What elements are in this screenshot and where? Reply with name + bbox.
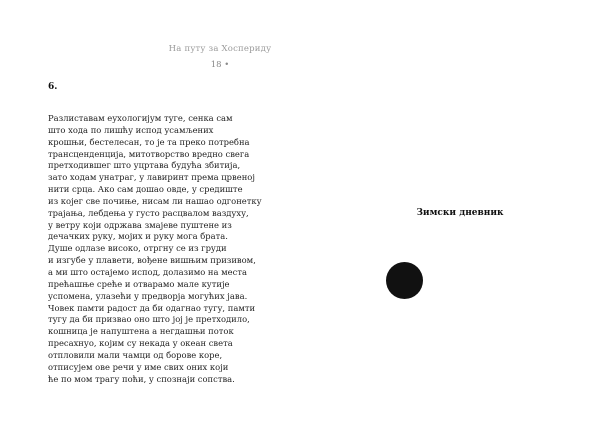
poem-line: и изгубе у плавети, вођене вишњим призивом, [48,255,256,266]
poem-line: прећашње среће и отварамо мале кутије [48,278,230,289]
poem-line: Човек памти радост да би одагнао тугу, памти [48,302,256,313]
poem-line: тугу да би призвао оно што јој је претходило, [48,314,250,325]
page-number: 18 • [210,60,230,70]
poem-line: успомена, улазећи у предворја могућих јава. [48,290,248,301]
poem-line: пресахнуо, којим су некада у океан света [48,338,233,349]
poem-line: а ми што остајемо испод, долазимо на места [48,266,247,277]
poem-line: у ветру који одржава змајеве пуштене из [48,219,232,230]
running-head: На путу за Хоспериду [168,44,272,54]
poem-line: нити срца. Ако сам дошао овде, у средиште [48,184,243,195]
poem-line: зато ходам унатраг, у лавиринт према црвеној [48,172,255,183]
poem-line: отписујем ове речи у име свих оних који [48,361,229,372]
poem-line: претходившег што уцртава будућа збитија, [48,160,241,171]
poem-line: из којег све почиње, нисам ли нашао одгонетку [48,195,262,206]
poem-line: Разлиставам еухологијум туге, сенка сам [48,113,233,123]
poem-line: дечачких руку, мојих и руку мога брата. [48,231,228,242]
poem-body [48,113,318,385]
poem-line: што хода по лишћу испод усамљених [48,124,214,135]
poem-line: крошњи, бестелесан, то је та преко потребна [48,136,250,147]
black-circle-ornament [386,262,423,299]
poem-number: 6. [48,82,58,92]
poem-line: трајања, лебдења у густо расцвалом ваздуху, [48,207,249,218]
poem-line: трансценденција, митотворство вредно свега [48,148,250,159]
poem-line: кошница је напуштена а негдашњи поток [48,326,234,337]
poem-line: Душе одлазе високо, отргну се из груди [48,243,227,254]
section-title: Зимски дневник [416,208,504,218]
poem-line: ће по мом трагу поћи, у спознаји сопства. [48,373,235,384]
poem-line: отпловили мали чамци од борове коре, [48,349,223,360]
